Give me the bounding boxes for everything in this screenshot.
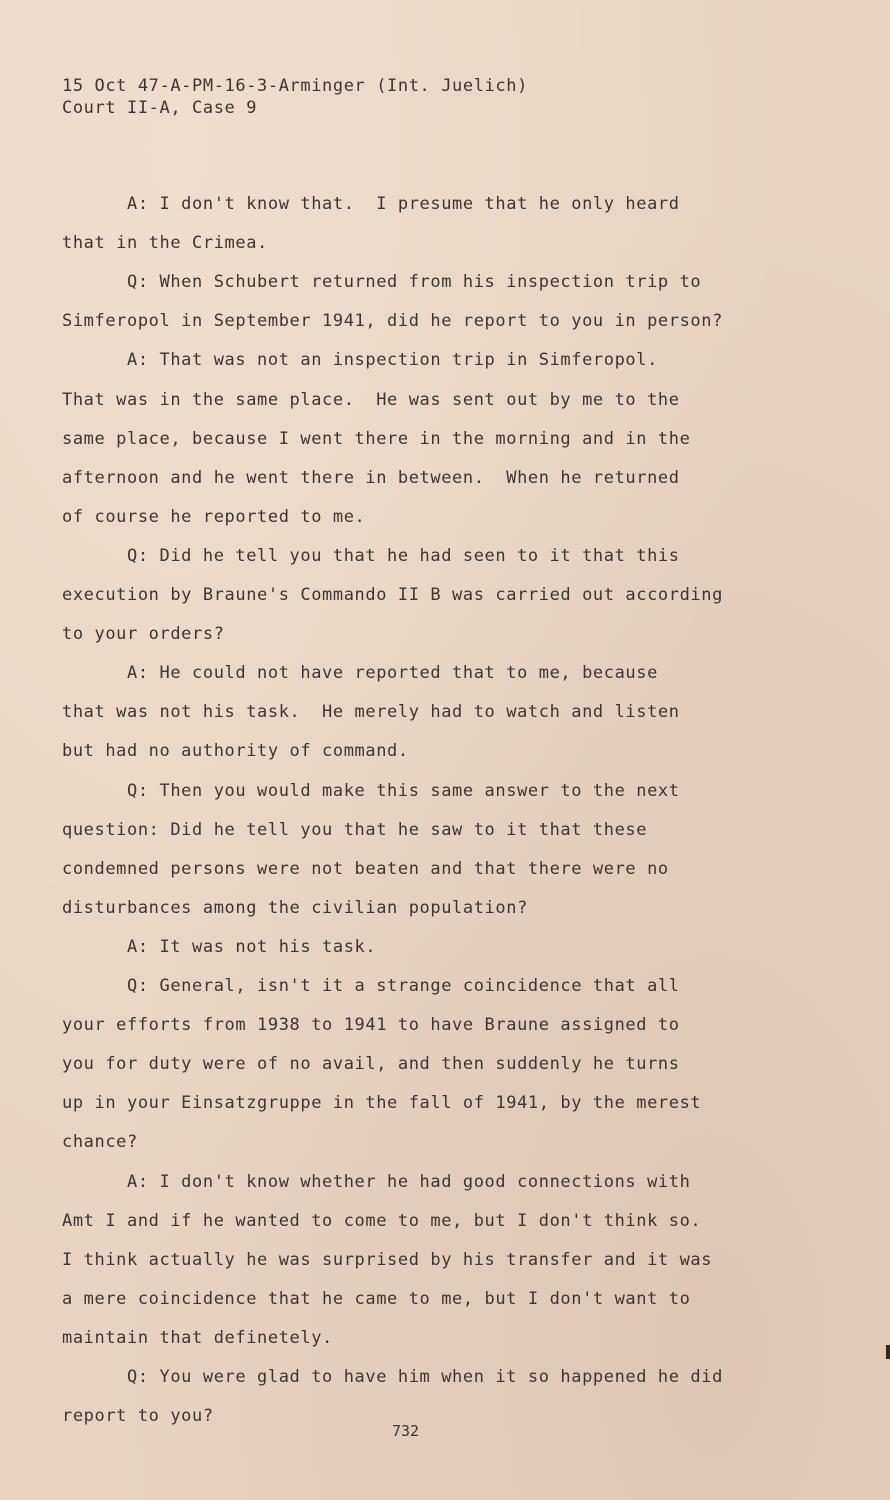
transcript-line: A: It was not his task.	[62, 937, 377, 957]
transcript-line: execution by Braune's Commando II B was carried out according	[62, 585, 723, 605]
transcript-line: That was in the same place. He was sent out by me to the	[62, 390, 680, 410]
transcript-line: your efforts from 1938 to 1941 to have Braune assigned to	[62, 1015, 680, 1035]
transcript-line: disturbances among the civilian population?	[62, 898, 528, 918]
transcript-line: Q: Did he tell you that he had seen to it that this	[62, 546, 680, 566]
header-line-1: 15 Oct 47-A-PM-16-3-Arminger (Int. Juelich)	[62, 76, 528, 96]
transcript-line: you for duty were of no avail, and then suddenly he turns	[62, 1054, 680, 1074]
transcript-line: report to you?	[62, 1406, 214, 1426]
transcript-line: that in the Crimea.	[62, 233, 268, 253]
transcript-line: a mere coincidence that he came to me, but I don't want to	[62, 1289, 691, 1309]
transcript-line: but had no authority of command.	[62, 741, 409, 761]
transcript-line: condemned persons were not beaten and that there were no	[62, 859, 669, 879]
transcript-line: afternoon and he went there in between. When he returned	[62, 468, 680, 488]
transcript-line: that was not his task. He merely had to watch and listen	[62, 702, 680, 722]
transcript-line: Q: Then you would make this same answer to the next	[62, 781, 680, 801]
edge-mark	[886, 1345, 890, 1359]
transcript-line: I think actually he was surprised by his transfer and it was	[62, 1250, 713, 1270]
transcript-line: A: He could not have reported that to me, because	[62, 663, 658, 683]
transcript-line: same place, because I went there in the morning and in the	[62, 429, 691, 449]
transcript-line: A: I don't know whether he had good connections with	[62, 1172, 691, 1192]
transcript-line: Q: You were glad to have him when it so happened he did	[62, 1367, 723, 1387]
header-line-2: Court II-A, Case 9	[62, 98, 258, 118]
transcript-line: Amt I and if he wanted to come to me, but I don't think so.	[62, 1211, 702, 1231]
transcript-line: A: I don't know that. I presume that he only heard	[62, 194, 680, 214]
transcript-line: to your orders?	[62, 624, 225, 644]
transcript-line: chance?	[62, 1132, 138, 1152]
page-number: 732	[392, 1422, 420, 1440]
transcript-line: maintain that definetely.	[62, 1328, 333, 1348]
transcript-line: question: Did he tell you that he saw to it that these	[62, 820, 648, 840]
transcript-line: Simferopol in September 1941, did he report to you in person?	[62, 311, 723, 331]
transcript-line: Q: General, isn't it a strange coincidence that all	[62, 976, 680, 996]
transcript-line: Q: When Schubert returned from his inspection trip to	[62, 272, 702, 292]
transcript-line: of course he reported to me.	[62, 507, 366, 527]
transcript-line: up in your Einsatzgruppe in the fall of 1941, by the merest	[62, 1093, 702, 1113]
transcript-line: A: That was not an inspection trip in Simferopol.	[62, 350, 658, 370]
